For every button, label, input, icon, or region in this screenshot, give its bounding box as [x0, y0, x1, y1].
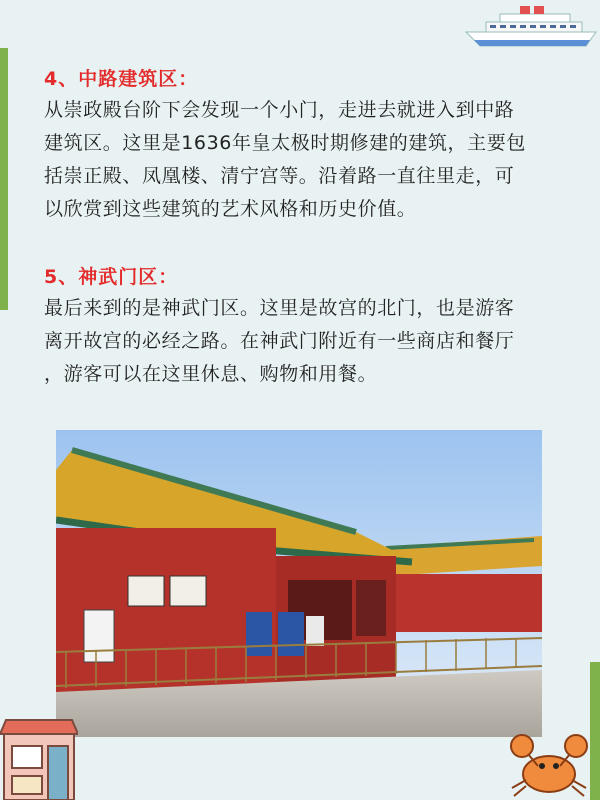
crab-icon	[508, 722, 590, 800]
cruise-ship-icon	[464, 2, 600, 50]
section-4-line: 括崇正殿、凤凰楼、清宁宫等。沿着路一直往里走，可	[44, 165, 515, 187]
section-5-line: ，游客可以在这里休息、购物和用餐。	[44, 363, 378, 385]
section-5-body	[44, 292, 580, 391]
section-4-line: 以欣赏到这些建筑的艺术风格和历史价值。	[44, 198, 417, 220]
section-4-title: 4、中路建筑区：	[44, 68, 199, 90]
section-5-line: 离开故宫的必经之路。在神武门附近有一些商店和餐厅	[44, 330, 515, 352]
section-4-body	[44, 94, 580, 226]
shop-icon	[0, 716, 78, 800]
right-accent-bar	[590, 662, 600, 800]
section-4-line: 从崇政殿台阶下会发现一个小门，走进去就进入到中路	[44, 99, 515, 121]
section-4-line: 建筑区。这里是1636年皇太极时期修建的建筑，主要包	[44, 132, 526, 154]
palace-photo	[56, 430, 542, 737]
section-5-title: 5、神武门区：	[44, 266, 179, 288]
left-accent-bar	[0, 48, 8, 310]
section-5-line: 最后来到的是神武门区。这里是故宫的北门，也是游客	[44, 297, 515, 319]
